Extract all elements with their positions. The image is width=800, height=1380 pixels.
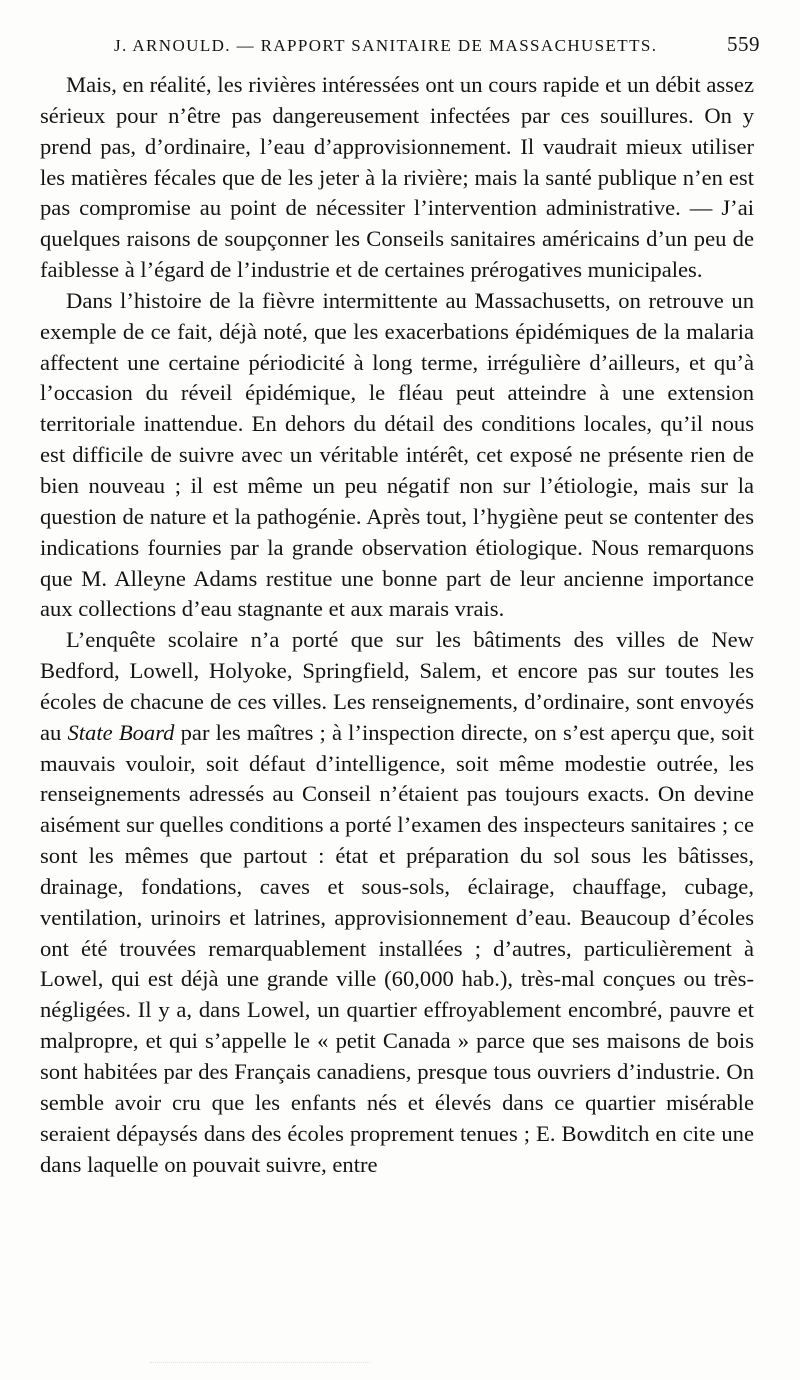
paragraph-3-part-1: L’enquête scolaire n’a porté que sur les bâtiments des villes de New Bedford, Lowell, Holyoke, Springfield, Salem, et encore pas sur toutes les écoles de chacune de ces villes. Les renseignements, d’ordinaire, sont envoyés au <box>40 627 754 745</box>
paragraph-3-part-2: par les maîtres ; à l’inspection directe, on s’est aperçu que, soit mauvais vouloir, soit défaut d’intelligence, soit même modestie outrée, les renseignements adressés au Conseil n’étaient pas toujours exacts. On devine aisément sur quelles conditions a porté l’examen des inspecteurs sanitaires ; ce sont les mêmes que partout : état et préparation du sol sous les bâtisses, drainage, fondations, caves et sous-sols, éclairage, chauffage, cubage, ventilation, urinoirs et latrines, approvisionnement d’eau. Beaucoup d’écoles ont été trouvées remarquablement installées ; d’autres, particulièrement à Lowel, qui est déjà une grande ville (60,000 hab.), très-mal conçues ou très-négligées. Il y a, dans Lowel, un quartier effroyablement encombré, pauvre et malpropre, et qui s’appelle le « petit Canada » parce que ses maisons de bois sont habitées par des Français canadiens, presque tous ouvriers d’industrie. On semble avoir cru que les enfants nés et élevés dans ce quartier misérable seraient dépaysés dans des écoles proprement tenues ; E. Bowditch en cite une dans laquelle on pouvait suivre, entre <box>40 719 754 1177</box>
running-head-title: J. ARNOULD. — RAPPORT SANITAIRE DE MASSACHUSETTS. <box>114 36 658 55</box>
body-text <box>40 70 754 1180</box>
paragraph-2: Dans l’histoire de la fièvre intermittente au Massachusetts, on retrouve un exemple de ce fait, déjà noté, que les exacerbations épidémiques de la malaria affectent une certaine périodicité à long terme, irrégulière d’ailleurs, et qu’à l’occasion du réveil épidémique, le fléau peut atteindre à une extension territoriale inattendue. En dehors du détail des conditions locales, qu’il nous est difficile de suivre avec un véritable intérêt, cet exposé ne présente rien de bien nouveau ; il est même un peu négatif non sur l’étiologie, mais sur la question de nature et la pathogénie. Après tout, l’hygiène peut se contenter des indications fournies par la grande observation étiologique. Nous remarquons que M. Alleyne Adams restitue une bonne part de leur ancienne importance aux collections d’eau stagnante et aux marais vrais. <box>40 287 754 622</box>
state-board-italic: State Board <box>67 719 175 745</box>
show-through-ghost-line <box>150 1362 370 1373</box>
paragraph-1: Mais, en réalité, les rivières intéressées ont un cours rapide et un débit assez sérieux pour n’être pas dangereusement infectées par ces souillures. On y prend pas, d’ordinaire, l’eau d’approvisionnement. Il vaudrait mieux utiliser les matières fécales que de les jeter à la rivière; mais la santé publique n’en est pas compromise au point de nécessiter l’intervention administrative. — J’ai quelques raisons de soupçonner les Conseils sanitaires américains d’un peu de faiblesse à l’égard de l’industrie et de certaines prérogatives municipales. <box>40 72 754 283</box>
page-number: 559 <box>727 32 760 56</box>
running-head <box>100 30 760 66</box>
paragraph-3 <box>40 625 754 1180</box>
